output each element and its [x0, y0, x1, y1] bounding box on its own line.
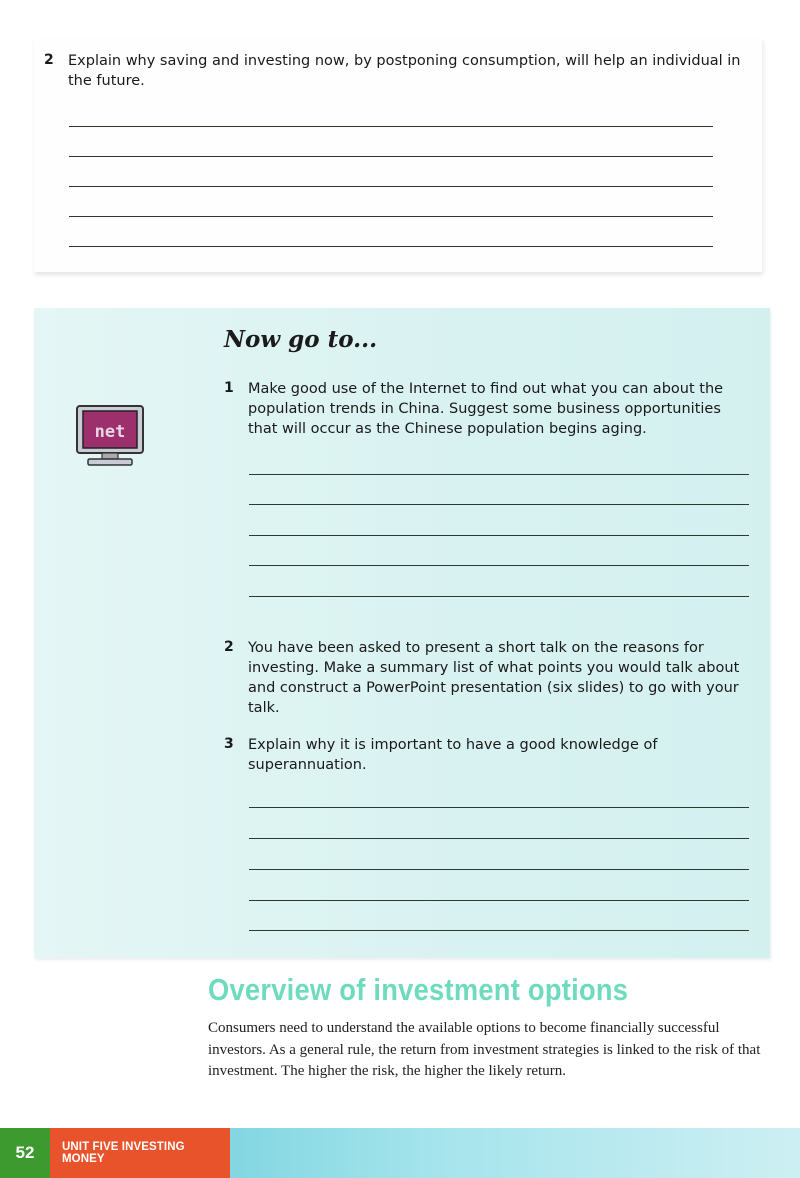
page-number: 52	[0, 1128, 50, 1178]
answer-line[interactable]	[69, 216, 713, 217]
answer-line[interactable]	[249, 596, 749, 597]
question-2-number: 2	[44, 52, 54, 68]
now-go-to-heading: Now go to...	[224, 326, 378, 353]
answer-line[interactable]	[249, 900, 749, 901]
answer-line[interactable]	[249, 565, 749, 566]
net-icon-label: net	[94, 422, 126, 442]
unit-label: UNIT FIVE INVESTING MONEY	[50, 1128, 230, 1178]
answer-line[interactable]	[249, 838, 749, 839]
section-heading: Overview of investment options	[208, 972, 629, 1007]
question-2-text: Explain why saving and investing now, by postponing consumption, will help an individual in the future.	[68, 53, 741, 89]
task-3-number: 3	[224, 736, 234, 752]
answer-line[interactable]	[69, 156, 713, 157]
task-2-number: 2	[224, 639, 234, 655]
answer-line[interactable]	[249, 869, 749, 870]
task-3-text: Explain why it is important to have a good knowledge of superannuation.	[248, 737, 658, 773]
task-1-text: Make good use of the Internet to find out what you can about the population trends in China. Suggest some business opportunities that will occur as the Chinese population begins aging.	[248, 381, 724, 437]
answer-line[interactable]	[249, 930, 749, 931]
answer-line[interactable]	[249, 807, 749, 808]
answer-line[interactable]	[69, 246, 713, 247]
task-1-number: 1	[224, 380, 234, 396]
section-body-text: Consumers need to understand the available options to become financially successful investors. As a general rule, the return from investment strategies is linked to the risk of that investment. The higher the risk, the higher the likely return.	[208, 1020, 761, 1079]
answer-line[interactable]	[69, 186, 713, 187]
answer-line[interactable]	[249, 535, 749, 536]
answer-line[interactable]	[249, 504, 749, 505]
task-2-text: You have been asked to present a short talk on the reasons for investing. Make a summary list of what points you would talk about and construct a PowerPoint presentation (six slides) to go with your talk.	[248, 640, 740, 716]
answer-line[interactable]	[249, 474, 749, 475]
computer-monitor-icon	[76, 405, 144, 467]
answer-line[interactable]	[69, 126, 713, 127]
